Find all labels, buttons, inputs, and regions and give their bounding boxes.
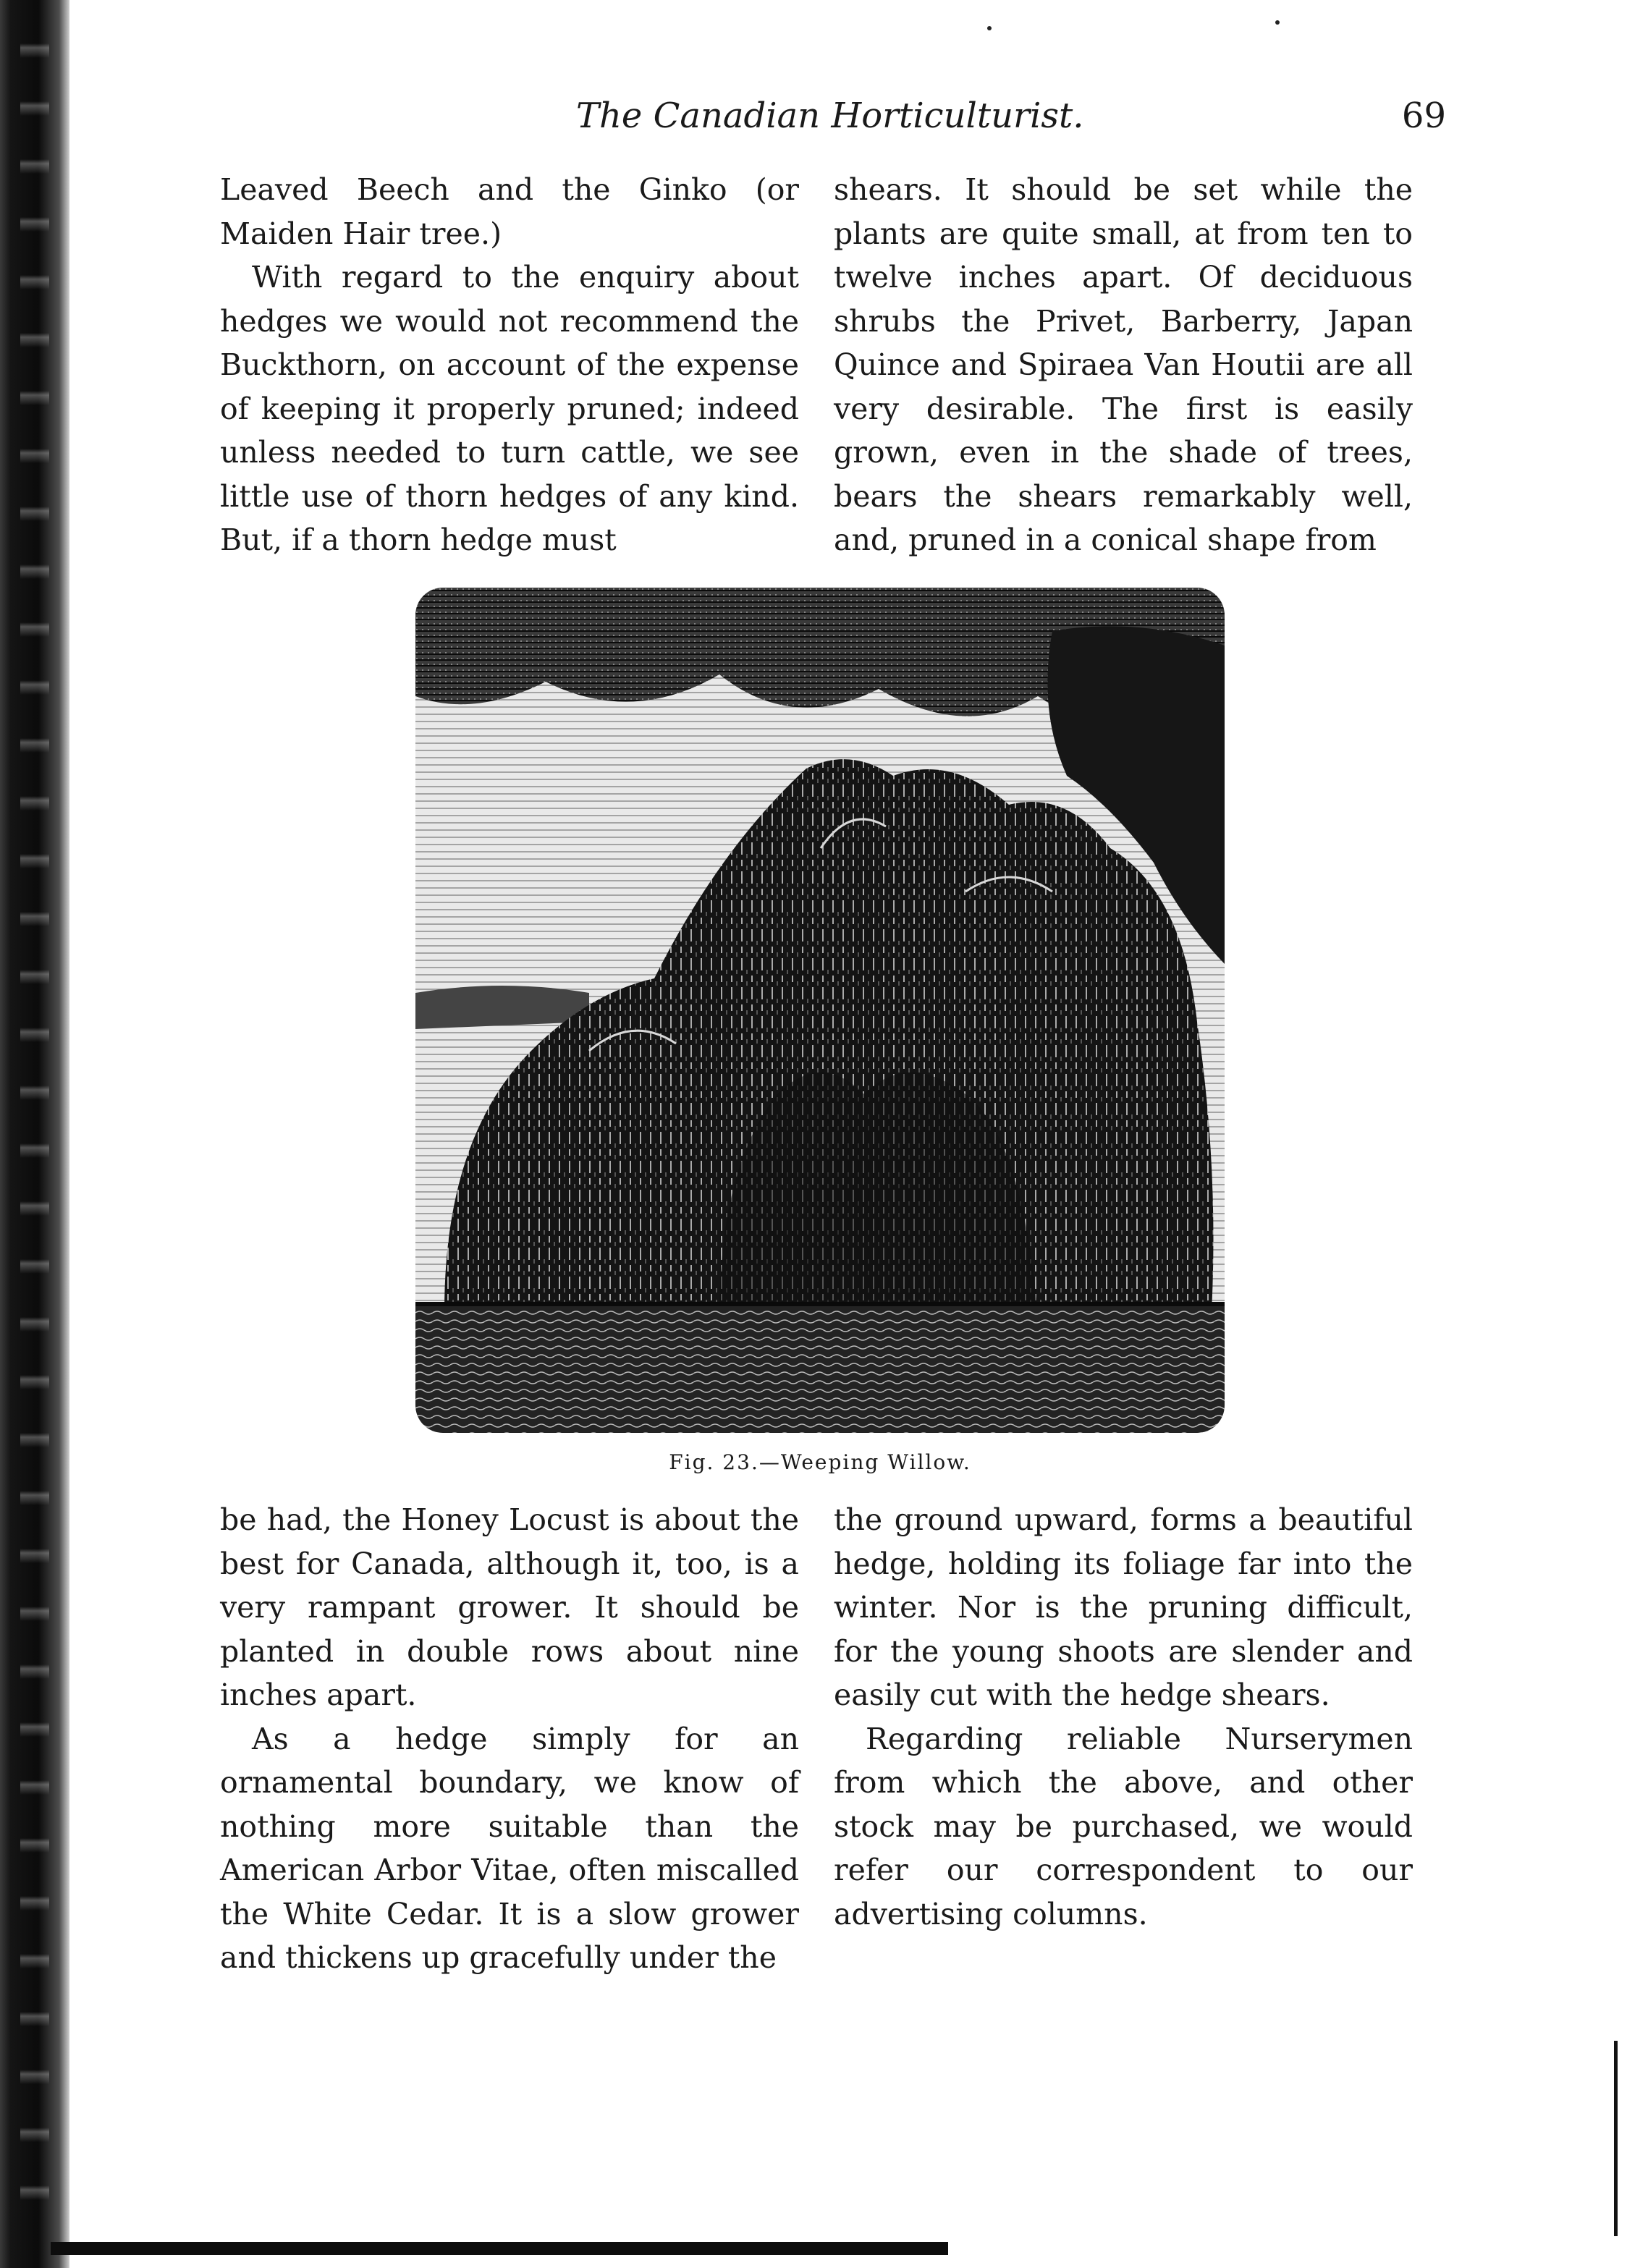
top-left-column xyxy=(220,168,799,562)
right-edge-rule xyxy=(1614,2041,1618,2236)
paragraph: Leaved Beech and the Ginko (or Maiden Hair tree.) xyxy=(220,172,799,251)
paragraph: the ground upward, forms a beautiful hedge, holding its foliage far into the winter. Nor is the pruning difficult, for the young shoots are slender and easily cut with the hedge shears. xyxy=(834,1502,1413,1712)
running-header-title: The Canadian Horticulturist. xyxy=(576,96,1084,136)
bottom-left-column xyxy=(220,1498,799,1980)
scan-speck xyxy=(1275,20,1280,25)
weeping-willow-engraving-icon xyxy=(415,588,1225,1433)
paragraph: Regarding reliable Nurserymen from which the above, and other stock may be purchased, we would refer our correspondent to our advertising columns. xyxy=(834,1721,1413,1931)
paragraph: shears. It should be set while the plants are quite small, at from ten to twelve inches apart. Of deciduous shrubs the Privet, Barberry, Japan Quince and Spiraea Van Houtii are all very desirable. The first is easily grown, even in the shade of trees, bears the shears remarkably well, and, pruned in a conical shape from xyxy=(834,172,1413,557)
paragraph: With regard to the enquiry about hedges we would not recommend the Buckthorn, on account of the expense of keeping it properly pruned; indeed unless needed to turn cattle, we see little use of thorn hedges of any kind. But, if a thorn hedge must xyxy=(220,260,799,557)
bottom-edge-rule xyxy=(51,2242,948,2255)
top-right-column xyxy=(834,168,1413,562)
paragraph: be had, the Honey Locust is about the best for Canada, although it, too, is a very rampant grower. It should be planted in double rows about nine inches apart. xyxy=(220,1502,799,1712)
figure-caption: Fig. 23.—Weeping Willow. xyxy=(669,1450,971,1474)
scan-speck xyxy=(987,26,992,30)
weeping-willow-illustration xyxy=(415,588,1225,1433)
page-number: 69 xyxy=(1401,96,1446,136)
bottom-right-column xyxy=(834,1498,1413,1936)
binding-texture xyxy=(20,0,49,2243)
paragraph: As a hedge simply for an ornamental boundary, we know of nothing more suitable than the American Arbor Vitae, often miscalled the White Cedar. It is a slow grower and thickens up gracefully under the xyxy=(220,1721,799,1975)
page-binding-edge xyxy=(0,0,69,2268)
